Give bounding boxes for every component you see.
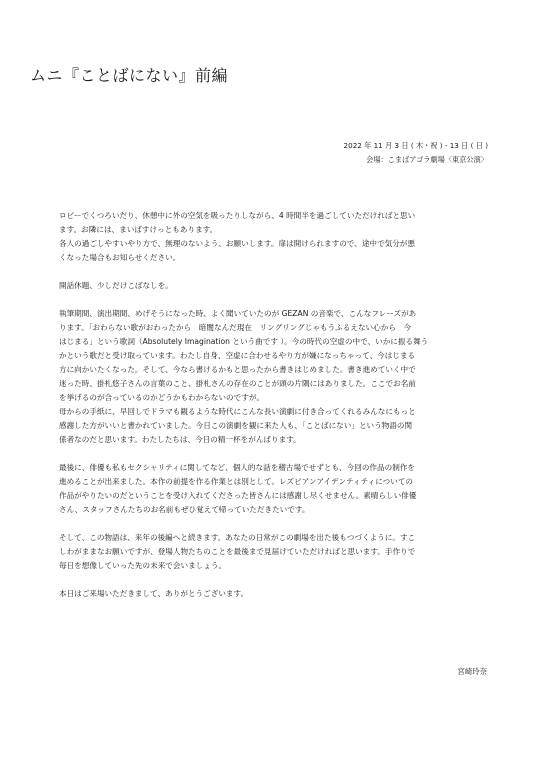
- text-line: ロビーでくつろいだり、休憩中に外の空気を吸ったりしながら、4 時間半を過ごしていただければと思い: [59, 211, 416, 220]
- text-line: はじまる」という歌詞（Absolutely Imagination という曲です ）。今の時代の空虚の中で、いかに振る舞う: [59, 337, 429, 346]
- text-line: 開話休題、少しだけこばなしを。: [59, 281, 173, 290]
- text-line: 作品がやりたいのだということを受け入れてくださった皆さんには感謝し尽くせません。素晴らしい俳優: [59, 491, 417, 500]
- document-title: ムニ『ことばにない』前編: [30, 66, 229, 85]
- paragraph-gap: [59, 293, 491, 307]
- text-line: 母からの手紙に、早回しでドラマも観るような時代にこんな長い演劇に付き合ってくれるみんなにもっと: [59, 407, 416, 416]
- text-line: 迷った時、掛札悠子さんの言葉のこと、掛札さんの存在のことが頭の片隅にはありました。ここでお名前: [59, 379, 416, 388]
- text-line: しわがままなお願いですが、登場人物たちのことを最後まで見届けていただければと思います。手作りで: [59, 547, 416, 556]
- author-signature: 宮崎玲奈: [457, 667, 487, 676]
- paragraph-gap: [59, 265, 491, 279]
- event-venue: 会場：こまばアゴラ劇場〈東京公演〉: [366, 155, 488, 164]
- text-line: 感謝した方がいいと書かれていました。今日この演劇を観に来た人も、「ことばにない」という物語の関: [59, 421, 413, 430]
- text-line: そして、この物語は、来年の後編へと続きます。あなたの日常がこの劇場を出た後もつづくように。すこ: [59, 533, 416, 542]
- text-line: 本日はご来場いただきまして、ありがとうございます。: [59, 589, 249, 598]
- event-info: [344, 139, 488, 167]
- text-line: 最後に、俳優も私もセクシャリティに関してなど、個人的な話を稽古場でせずとも、今回の作品の制作を: [59, 463, 415, 472]
- body-paragraph: [59, 279, 491, 293]
- body-paragraph: [59, 587, 491, 601]
- paragraph-gap: [59, 573, 491, 587]
- text-line: 進めることが出来ました。本作の前提を作る作業とは別として。レズビアンアイデンティティについての: [59, 477, 414, 486]
- text-line: ります。「おわらない歌がおわったから 暗闇なんだ現在 リングリングじゃもうふるえない心から 今: [59, 323, 412, 332]
- text-line: さん、スタッフさんたちのお名前もぜひ覚えて帰っていただきたいです。: [59, 505, 310, 514]
- body-paragraph: [59, 209, 491, 265]
- paragraph-gap: [59, 517, 491, 531]
- event-date: 2022 年 11 月 3 日 ( 木・祝 ) - 13 日 ( 日 ): [343, 141, 488, 150]
- document-body: [59, 209, 491, 601]
- text-line: ます。お隣には、まいばすけっともあります。: [59, 225, 218, 234]
- text-line: 各人の過ごしやすいやり方で、無理のないよう、お願いします。扉は開けられますので、途中で気分が悪: [59, 239, 415, 248]
- text-line: かという歌だと受け取っています。わたし自身、空虚に合わせるやり方が嫌になっちゃって、今はじまる: [59, 351, 416, 360]
- text-line: 毎日を想像していった先の未来で会いましょう。: [59, 561, 227, 570]
- text-line: 係者なのだと思います。わたしたちは、今日の精一杯をがんばります。: [59, 435, 301, 444]
- text-line: くなった場合もお知らせください。: [59, 253, 181, 262]
- body-paragraph: [59, 531, 491, 573]
- body-paragraph: [59, 461, 491, 517]
- text-line: 執筆期間、演出期間、めげそうになった時、よく聞いていたのが GEZAN の音楽で、こんなフレーズがあ: [59, 309, 417, 318]
- text-line: を挙げるのが合っているのかどうかもわからないのですが。: [59, 393, 265, 402]
- body-paragraph: [59, 307, 491, 447]
- text-line: 方に向かいたくなった。そして、今なら書けるかもと思ったから書きはじめました。書き進めていく中で: [59, 365, 416, 374]
- paragraph-gap: [59, 447, 491, 461]
